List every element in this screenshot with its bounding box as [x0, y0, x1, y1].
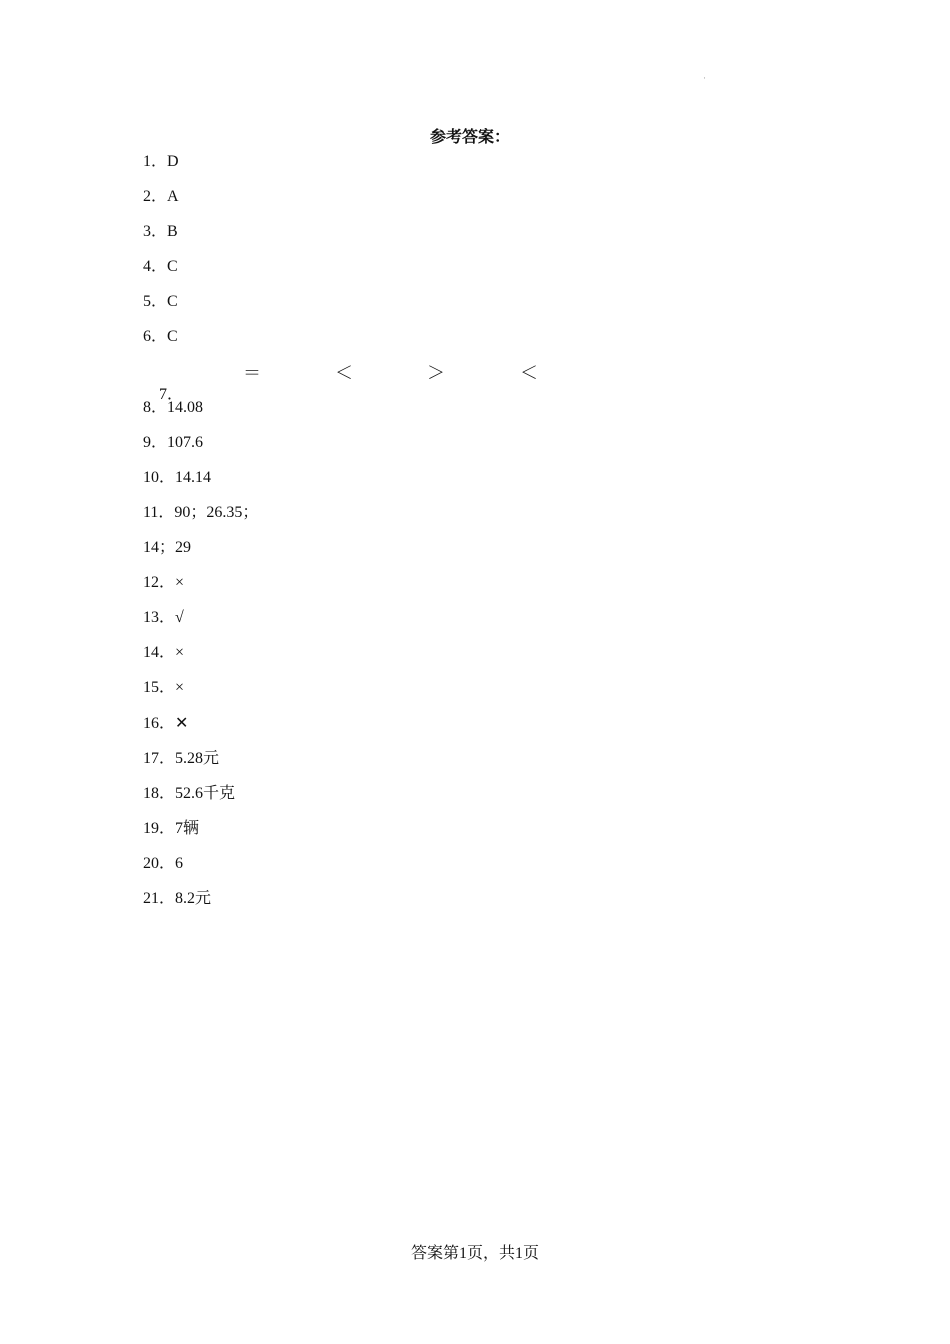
- answer-item-10: [143, 467, 258, 502]
- answer-text: ×: [175, 574, 185, 592]
- answer-item-3: [143, 221, 258, 256]
- answer-number: 15．: [143, 679, 176, 697]
- answer-number: 16．: [143, 714, 176, 732]
- answer-item-7: [143, 362, 538, 403]
- answer-number: 9．: [143, 433, 168, 451]
- answer-number: 3．: [143, 223, 168, 241]
- answer-text: √: [175, 609, 184, 627]
- answer-number: 19．: [143, 819, 176, 837]
- answer-text: ×: [175, 679, 185, 697]
- answer-text: A: [167, 188, 179, 206]
- answer-item-12: [143, 572, 258, 607]
- answer-text: 8.2元: [175, 889, 212, 907]
- answer-text: ×: [175, 644, 185, 662]
- answer-item-4: [143, 256, 258, 291]
- answer-item-6: [143, 326, 258, 361]
- answer-item-11: [143, 502, 258, 537]
- answer-item-5: [143, 291, 258, 326]
- answer-text: C: [167, 328, 178, 346]
- answer-number: 8．: [143, 398, 168, 416]
- answer-text: B: [167, 223, 178, 241]
- answer-item-8: [143, 397, 258, 432]
- answer-item-1: [143, 151, 258, 186]
- answer-text: 14；29: [143, 539, 192, 557]
- answer-number: 14．: [143, 644, 176, 662]
- answer-number: 18．: [143, 784, 176, 802]
- answer-number: 2．: [143, 188, 168, 206]
- comparison-symbol: ＝: [243, 362, 261, 383]
- answer-item-21: [143, 888, 258, 923]
- answer-text: 107.6: [167, 433, 204, 451]
- answer-text: 14.14: [175, 468, 212, 486]
- answer-item-13: [143, 607, 258, 642]
- answer-number: 21．: [143, 889, 176, 907]
- answer-item-14: [143, 642, 258, 677]
- answer-number: 7．: [159, 385, 184, 403]
- answer-item-18: [143, 783, 258, 818]
- answer-text: D: [167, 153, 179, 170]
- answer-text: 90；26.35；: [174, 503, 259, 521]
- answer-number: 1．: [143, 153, 168, 170]
- answer-number: 11．: [143, 503, 175, 521]
- answer-number: 4．: [143, 258, 168, 276]
- answer-text: ✕: [175, 714, 189, 732]
- comparison-symbol: ＜: [520, 362, 538, 383]
- answer-number: 17．: [143, 749, 176, 767]
- answer-item-20: [143, 853, 258, 888]
- answer-item-2: [143, 186, 258, 221]
- answer-number: 20．: [143, 854, 176, 872]
- comparison-symbol: ＞: [427, 362, 445, 383]
- page-footer: 答案第1页，共1页: [410, 1245, 539, 1262]
- answer-item-9: [143, 432, 258, 467]
- answer-item-16: [143, 713, 258, 748]
- answer-text: 6: [175, 854, 184, 872]
- answer-item-11-continued: [143, 537, 258, 572]
- answer-text: 7辆: [175, 819, 200, 837]
- answer-text: C: [167, 293, 178, 311]
- answer-number: 6．: [143, 328, 168, 346]
- answer-text: 5.28元: [175, 749, 220, 767]
- answer-number: 5．: [143, 293, 168, 311]
- answer-text: 52.6千克: [175, 784, 236, 802]
- answer-item-15: [143, 677, 258, 712]
- answer-item-17: [143, 748, 258, 783]
- comparison-symbol: ＜: [335, 362, 353, 383]
- answer-number: 10．: [143, 468, 176, 486]
- answer-number: 12．: [143, 574, 176, 592]
- header-dot-mark: ·: [703, 73, 706, 83]
- answer-text: C: [167, 258, 178, 276]
- answer-number: 13．: [143, 609, 176, 627]
- answer-key-title: 参考答案：: [429, 127, 510, 146]
- answer-item-19: [143, 818, 258, 853]
- answer-text: 14.08: [167, 398, 204, 416]
- answer-list: [143, 151, 538, 923]
